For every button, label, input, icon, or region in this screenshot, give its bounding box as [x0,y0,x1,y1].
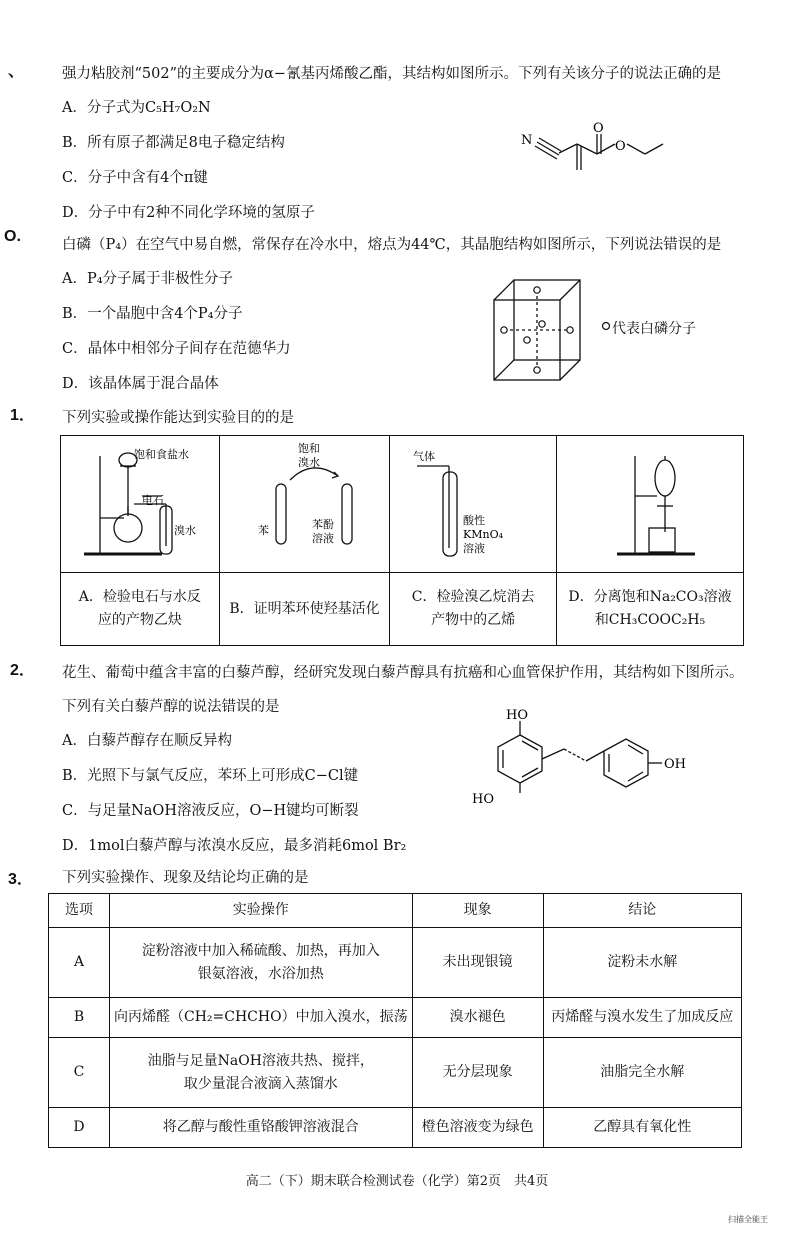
caption-line: D．分离饱和Na₂CO₃溶液 [568,589,732,605]
row-key: B [49,998,110,1038]
caption-line: A．检验电石与水反 [78,589,201,605]
apparatus-c [390,436,557,573]
caption-line: 产物中的乙烯 [431,612,516,628]
label-phenol: 苯酚 [312,518,335,531]
operation-line: 将乙醇与酸性重铬酸钾溶液混合 [162,1119,359,1135]
label-saturated: 饱和 [298,442,321,455]
caption-line: B．证明苯环使羟基活化 [229,600,380,617]
label-benzene: 苯 [258,524,270,537]
ethylene-test-diagram [391,436,555,568]
header-option: 选项 [49,894,110,928]
apparatus-d [557,436,744,573]
phenol-bromine-diagram [220,436,388,568]
question-stem: 强力粘胶剂“502”的主要成分为α−氰基丙烯酸乙酯，其结构如图所示。下列有关该分子的说法正确的是 [62,66,721,82]
row-conclusion: 乙醇具有氧化性 [543,1108,741,1148]
option-a: A．P₄分子属于非极性分子 [62,271,234,287]
option-c: C．与足量NaOH溶液反应，O−H键均可断裂 [62,803,359,819]
hydroxyl-label: HO [472,792,494,807]
row-operation [110,1038,413,1108]
label-bromine-water: 溴水 [173,524,196,537]
operation-line: 淀粉溶液中加入稀硫酸、加热，再加入 [141,942,380,959]
question-number: O. [4,228,21,245]
caption-c [390,573,557,646]
option-d: D．分子中有2种不同化学环境的氢原子 [62,205,315,221]
row-key: A [49,928,110,998]
question-number: 1． [10,407,35,424]
row-phenomenon: 溴水褪色 [412,998,543,1038]
option-a: A．白藜芦醇存在顺反异构 [62,733,232,749]
label-solution: 溶液 [312,532,335,545]
question-number: 2． [10,662,35,679]
oxygen-label: O [593,121,604,136]
table-row [49,1038,742,1108]
caption-line: C．检验溴乙烷消去 [411,589,535,605]
question-stem-line2: 下列有关白藜芦醇的说法错误的是 [62,699,280,715]
experiment-table [60,435,744,646]
acetylene-apparatus-diagram [62,436,218,568]
label-calcium-carbide: 电石 [141,494,164,507]
option-d: D．该晶体属于混合晶体 [62,376,219,392]
question-number: 3． [8,871,33,888]
operation-line: 向丙烯醛（CH₂=CHCHO）中加入溴水，振荡 [114,1009,408,1025]
caption-line: 和CH₃COOC₂H₅ [594,612,706,628]
label-acidic: 酸性 [463,514,486,527]
hydroxyl-label: OH [664,757,686,772]
operation-line: 银氨溶液，水浴加热 [197,965,324,982]
option-c: C．晶体中相邻分子间存在范德华力 [62,341,291,357]
caption-b [219,573,390,646]
caption-line: 应的产物乙炔 [97,612,182,628]
question-stem: 下列实验操作、现象及结论均正确的是 [62,870,309,886]
oxygen-label: O [615,139,626,154]
row-phenomenon: 未出现银镜 [412,928,543,998]
label-kmno4: KMnO₄ [463,528,504,541]
question-number: 、 [8,63,25,80]
option-b: B．所有原子都满足8电子稳定结构 [62,135,285,151]
row-conclusion: 丙烯醛与溴水发生了加成反应 [543,998,741,1038]
header-phenomenon: 现象 [412,894,543,928]
scanner-watermark: 扫描全能王 [728,1215,768,1224]
crystal-cell-diagram [488,272,588,392]
row-operation [110,928,413,998]
operation-line: 取少量混合液滴入蒸馏水 [183,1075,338,1092]
option-a: A．分子式为C₅H₇O₂N [62,100,211,116]
row-phenomenon: 橙色溶液变为绿色 [412,1108,543,1148]
legend-label: 代表白磷分子 [612,321,696,337]
header-operation: 实验操作 [110,894,413,928]
operation-line: 油脂与足量NaOH溶液共热、搅拌， [147,1052,374,1069]
results-table [48,893,742,1148]
option-c: C．分子中含有4个π键 [62,170,208,186]
row-key: D [49,1108,110,1148]
question-stem: 花生、葡萄中蕴含丰富的白藜芦醇，经研究发现白藜芦醇具有抗癌和心血管保护作用，其结构如下图所示。 [62,665,744,681]
white-phosphorus-legend-icon [600,320,612,332]
row-operation [110,1108,413,1148]
row-conclusion: 淀粉未水解 [543,928,741,998]
question-stem: 下列实验或操作能达到实验目的的是 [62,410,294,426]
table-row [49,928,742,998]
separatory-funnel-diagram [557,436,743,568]
cyanoacrylate-structure [515,120,685,190]
apparatus-b [219,436,390,573]
row-key: C [49,1038,110,1108]
label-saturated-brine: 饱和食盐水 [133,448,189,461]
row-conclusion: 油脂完全水解 [543,1038,741,1108]
apparatus-a [61,436,220,573]
table-row [49,998,742,1038]
row-phenomenon: 无分层现象 [412,1038,543,1108]
option-d: D．1mol白藜芦醇与浓溴水反应，最多消耗6mol Br₂ [62,838,407,854]
hydroxyl-label: HO [506,708,528,723]
page-footer: 高二（下）期末联合检测试卷（化学）第2页 共4页 [245,1174,549,1189]
option-b: B．光照下与氯气反应，苯环上可形成C−Cl键 [62,768,359,784]
option-b: B．一个晶胞中含4个P₄分子 [62,306,243,322]
label-gas: 气体 [413,450,436,463]
row-operation [110,998,413,1038]
resveratrol-structure [470,705,700,815]
label-solution: 溶液 [463,542,486,555]
caption-d [557,573,744,646]
header-conclusion: 结论 [543,894,741,928]
nitrogen-label: N [521,133,533,148]
caption-a [61,573,220,646]
label-bromine-water: 溴水 [298,456,321,469]
table-row [49,1108,742,1148]
question-stem: 白磷（P₄）在空气中易自燃，常保存在冷水中，熔点为44℃，其晶胞结构如图所示，下列说法错误的是 [62,237,722,253]
